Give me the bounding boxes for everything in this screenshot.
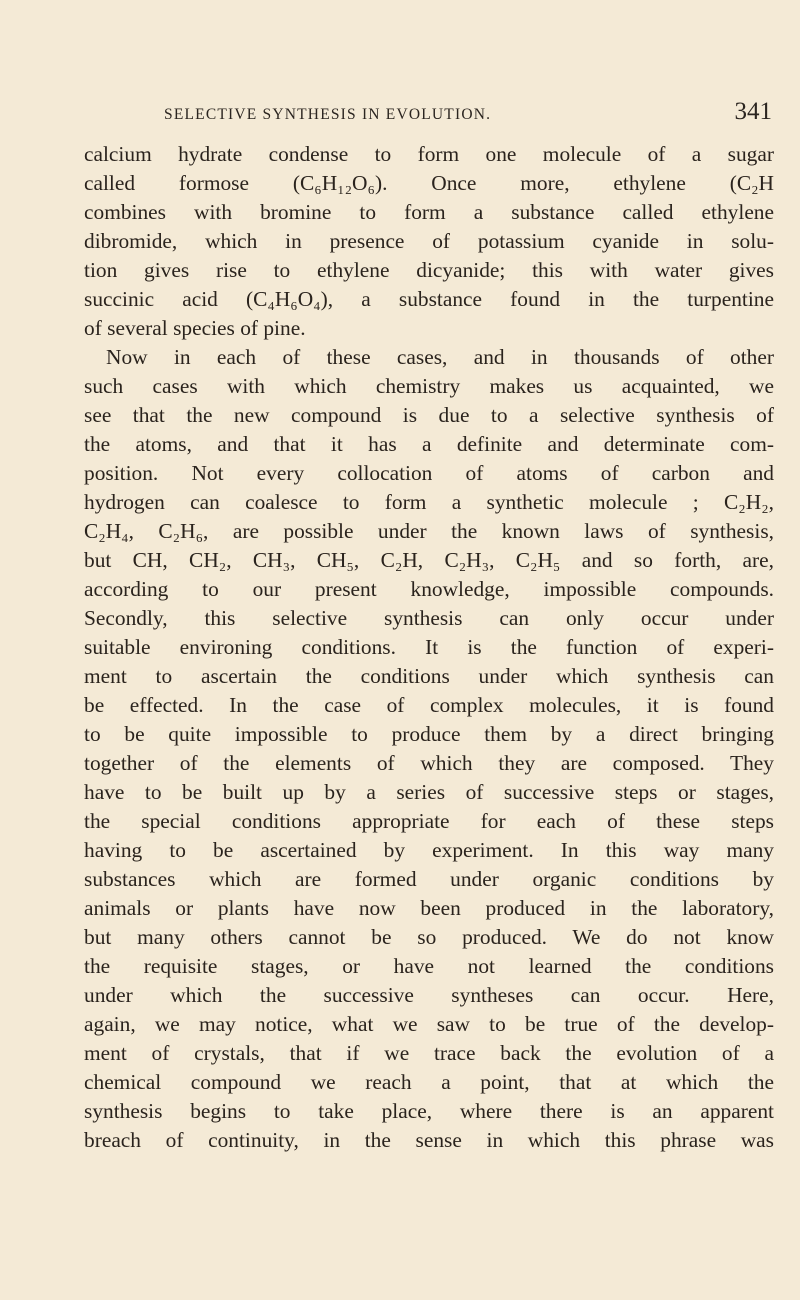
page-number: 341 <box>734 98 772 125</box>
text-line: Now in each of these cases, and in thousands of other <box>106 345 774 369</box>
text-line: dibromide, which in presence of potassium cyanide in solu- <box>84 229 774 253</box>
text-line: but CH, CH₂, CH₃, CH₅, C₂H, C₂H₃, C₂H₅ and so forth, are, <box>84 548 774 572</box>
text-line: chemical compound we reach a point, that at which the <box>84 1070 774 1094</box>
text-line: suitable environing conditions. It is the function of experi- <box>84 635 774 659</box>
page-header <box>84 98 772 134</box>
text-line: animals or plants have now been produced in the laboratory, <box>84 896 774 920</box>
text-line: but many others cannot be so produced. We do not know <box>84 925 774 949</box>
text-line: C₂H₄, C₂H₆, are possible under the known laws of synthesis, <box>84 519 774 543</box>
text-line: having to be ascertained by experiment. In this way many <box>84 838 774 862</box>
text-line: according to our present knowledge, impossible compounds. <box>84 577 774 601</box>
text-line: again, we may notice, what we saw to be true of the develop- <box>84 1012 774 1036</box>
text-line: of several species of pine. <box>84 316 306 340</box>
text-line: substances which are formed under organic conditions by <box>84 867 774 891</box>
text-line: calcium hydrate condense to form one molecule of a sugar <box>84 142 774 166</box>
text-line: the special conditions appropriate for each of these steps <box>84 809 774 833</box>
text-line: hydrogen can coalesce to form a synthetic molecule ; C₂H₂, <box>84 490 774 514</box>
text-line: ment to ascertain the conditions under which synthesis can <box>84 664 774 688</box>
text-line: see that the new compound is due to a selective synthesis of <box>84 403 774 427</box>
text-line: synthesis begins to take place, where there is an apparent <box>84 1099 774 1123</box>
text-line: combines with bromine to form a substance called ethylene <box>84 200 774 224</box>
paragraph-2 <box>84 343 774 1155</box>
paragraph-1 <box>84 140 774 343</box>
text-line: have to be built up by a series of successive steps or stages, <box>84 780 774 804</box>
body-text <box>84 140 774 1155</box>
text-line: succinic acid (C₄H₆O₄), a substance found in the turpentine <box>84 287 774 311</box>
text-line: to be quite impossible to produce them by a direct bringing <box>84 722 774 746</box>
text-line: together of the elements of which they are composed. They <box>84 751 774 775</box>
text-line: position. Not every collocation of atoms of carbon and <box>84 461 774 485</box>
text-line: breach of continuity, in the sense in which this phrase was <box>84 1128 774 1152</box>
text-line: the requisite stages, or have not learned the conditions <box>84 954 774 978</box>
text-line: the atoms, and that it has a definite and determinate com- <box>84 432 774 456</box>
running-head: SELECTIVE SYNTHESIS IN EVOLUTION. <box>164 106 492 123</box>
text-line: be effected. In the case of complex molecules, it is found <box>84 693 774 717</box>
text-line: such cases with which chemistry makes us acquainted, we <box>84 374 774 398</box>
text-line: under which the successive syntheses can occur. Here, <box>84 983 774 1007</box>
text-line: called formose (C₆H₁₂O₆). Once more, ethylene (C₂H <box>84 171 774 195</box>
text-line: tion gives rise to ethylene dicyanide; this with water gives <box>84 258 774 282</box>
text-line: Secondly, this selective synthesis can only occur under <box>84 606 774 630</box>
text-line: ment of crystals, that if we trace back the evolution of a <box>84 1041 774 1065</box>
